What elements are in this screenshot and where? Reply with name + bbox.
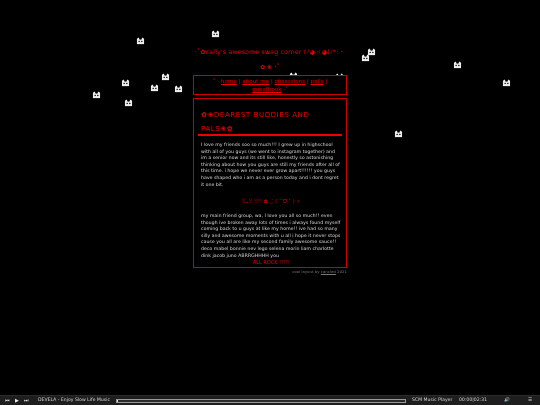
nav-link-home[interactable]: home [220,79,237,85]
cat-face-icon [211,30,220,38]
track-title: DEVELA - Enjoy Slow Life Music [38,398,110,403]
prev-icon[interactable]: ⏮ [5,398,10,404]
section-heading: ✿❀DEAREST BUDDIES AND PALS❀✿ [198,102,342,136]
cat-face-icon [161,73,170,81]
cat-face-icon [92,91,101,99]
cat-face-icon [124,99,133,107]
cat-face-icon [121,79,130,87]
cat-face-icon [136,37,145,45]
friend-group-paragraph: my main friend group, wa, I love you all so much!! even though ive broken away lots of times i always found myself coming back to u guys at like my home!! ive had so many silly and awesome moments with u all i hope it never stops cause you all are like my second family awesome sauce!! deco mabel bonnie nev lego selena morin liam charlotte dink jacob juno ABRRGHHHH you [201,214,341,259]
layout-credit [193,269,347,274]
site-title: ·˚✿cally's awesome swag corner (ﾉ◕ヮ◕)ﾉ*:・ [194,49,346,56]
title-decoration: ✿ ❀ ･˚ [260,64,280,71]
credit-author-link[interactable]: cancled [320,269,336,274]
next-icon[interactable]: ⏭ [24,398,29,404]
cut-off-text: ALL ROCK !!!!! [252,260,290,266]
nav-link-guestbook[interactable]: guestbook [252,87,282,93]
nav-link-about-me[interactable]: about me [242,79,270,85]
nav-separator: | [325,79,328,85]
nav-separator: | [270,79,273,85]
progress-bar[interactable] [116,399,406,403]
credit-year: 2021 [337,269,347,274]
friends-paragraph: I love my friends soo so much!!! I grew up in highschool with all of you guys (we went to instagram together) and im a senior now and its still like, honestly so astonishing thinking about how you guys are still my friends after all of this time. i hope we never ever grow apart!!!!!! you guys have shaped who i am as a person today and i dont regret it one bit. [201,143,340,188]
play-icon[interactable]: ▶ [15,398,19,404]
music-player-bar [0,395,540,405]
time-display: 00:00|02:31 [459,398,488,403]
emoticon-divider: ꈍᴗꈍ !!!! ✿ ◡̈ ( ˃ ᗜ ˂ ) ✧ [241,199,301,205]
nav-link-polls[interactable]: polls [310,79,324,85]
nav-bar [193,75,347,95]
nav-separator: | [306,79,309,85]
cat-face-icon [174,85,183,93]
nav-link-obsessions[interactable]: obsessions [274,79,306,85]
volume-icon[interactable]: 🔊 [504,398,510,403]
content-panel[interactable] [193,98,347,268]
menu-icon[interactable]: ☰ [528,398,533,403]
cat-face-icon [150,84,159,92]
credit-prefix: cool layout by [292,269,320,274]
player-name: SCM Music Player [412,398,453,403]
nav-separator: | [238,79,241,85]
nav-lead: ˚ · [212,79,220,85]
nav-tail: ·˚ [283,87,288,93]
cat-face-icon [394,130,403,138]
cat-face-icon [502,79,511,87]
